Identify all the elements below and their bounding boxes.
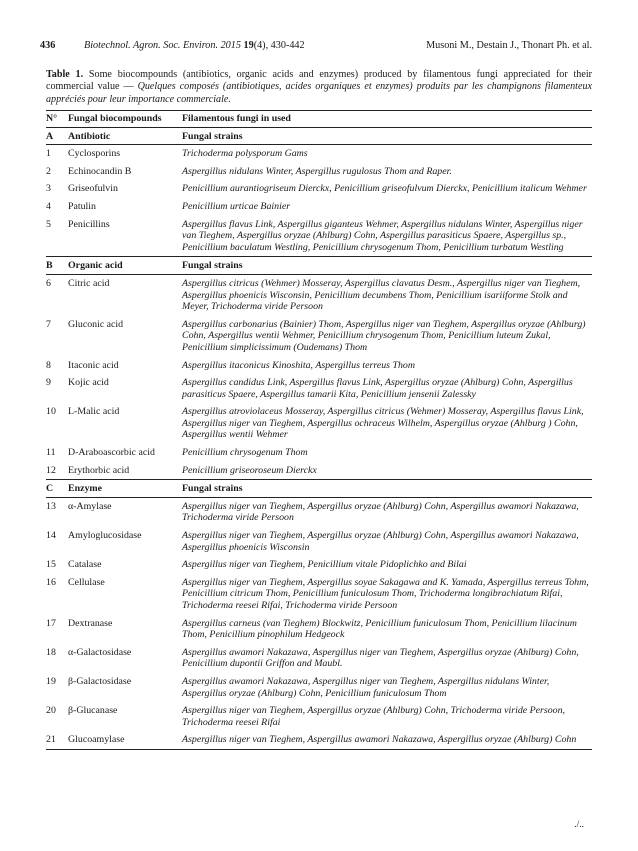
fungal-strains: Aspergillus niger van Tieghem, Aspergillus oryzae (Ahlburg) Cohn, Aspergillus awamori Nakazawa, Trichoderma viride Persoon <box>182 500 579 524</box>
fungal-strains: Trichoderma polysporum Gams <box>182 148 308 160</box>
header-compounds: Fungal biocompounds <box>68 111 182 128</box>
row-number: 21 <box>46 731 68 749</box>
table-row <box>46 374 592 403</box>
fungal-strains: Penicillium chrysogenum Thom <box>182 447 308 459</box>
section-name: Antibiotic <box>68 127 182 145</box>
journal-issue-pages: (4), 430-442 <box>253 40 305 51</box>
compound-name: Amyloglucosidase <box>68 530 142 542</box>
section-header-row <box>46 127 592 145</box>
caption-label: Table 1. <box>46 69 84 80</box>
fungal-strains: Penicillium griseoroseum Dierckx <box>182 464 317 476</box>
fungal-strains: Aspergillus flavus Link, Aspergillus giganteus Wehmer, Aspergillus nidulans Winter, Aspergillus niger van Tieghem, Aspergillus oryzae (Ahlburg) Cohn, Aspergillus parasiticus Spaere, Aspergillus sp., Penicillium baculatum Westling, Penicillium chrysogenum Thom, Penicillium turbatum Westling <box>182 218 583 253</box>
table-row <box>46 403 592 444</box>
row-number: 12 <box>46 464 56 476</box>
row-number: 20 <box>46 705 56 717</box>
table-row <box>46 316 592 357</box>
table-row <box>46 574 592 615</box>
page-number: 436 <box>40 40 56 51</box>
journal-volume: 19 <box>243 40 254 51</box>
journal-citation <box>84 40 305 51</box>
fungal-strains: Aspergillus citricus (Wehmer) Mosseray, Aspergillus clavatus Desm., Aspergillus niger van Tieghem, Aspergillus phoenicis Wisconsin, Penicillium decumbens Thom, Penicillium isariiforme Stolk and Meyer, Trichoderma viride Persoon <box>182 277 581 313</box>
table-row <box>46 702 592 731</box>
row-number: 7 <box>46 318 51 330</box>
row-number: 19 <box>46 675 56 687</box>
row-number: 14 <box>46 530 56 542</box>
row-number: 13 <box>46 500 56 512</box>
section-name: Enzyme <box>68 480 182 498</box>
row-number: 18 <box>46 646 56 658</box>
fungal-strains: Aspergillus carbonarius (Bainier) Thom, Aspergillus niger van Tieghem, Aspergillus oryzae (Ahlburg) Cohn, Aspergillus wentii Wehmer, Penicillium chrysogenum Thom, Penicillium luteum Zukal, Penicillium simplicissimum (Oudemans) Thom <box>182 318 586 353</box>
section-header-row <box>46 480 592 498</box>
journal-year: 2015 <box>220 40 241 51</box>
header-number: N° <box>46 111 68 128</box>
section-header-row <box>46 257 592 275</box>
running-head <box>40 40 592 54</box>
table-caption <box>46 69 592 106</box>
compound-name: Erythorbic acid <box>68 464 130 476</box>
compound-name: Echinocandin B <box>68 165 132 177</box>
running-authors: Musoni M., Destain J., Thonart Ph. et al. <box>426 40 592 51</box>
row-number: 16 <box>46 576 56 588</box>
compound-name: Itaconic acid <box>68 359 119 371</box>
compound-name: Citric acid <box>68 277 110 289</box>
caption-french: Quelques composés (antibiotiques, acides organiques et enzymes) produits par les champignons filamenteux appréciés pour leur importance commerciale. <box>46 81 592 105</box>
row-number: 1 <box>46 148 51 160</box>
table-row <box>46 527 592 556</box>
fungal-strains: Aspergillus nidulans Winter, Aspergillus rugulosus Thom and Raper. <box>182 165 452 177</box>
table-row <box>46 556 592 574</box>
section-column-label: Fungal strains <box>182 257 592 275</box>
compound-name: Gluconic acid <box>68 318 124 330</box>
compound-name: L-Malic acid <box>68 406 120 418</box>
table-row <box>46 274 592 315</box>
row-number: 3 <box>46 183 51 195</box>
fungal-strains: Aspergillus awamori Nakazawa, Aspergillus niger van Tieghem, Aspergillus oryzae (Ahlburg) Cohn, Penicillium dupontii Griffon and Maubl. <box>182 646 579 670</box>
table-row <box>46 731 592 749</box>
row-number: 17 <box>46 617 56 629</box>
compound-name: Griseofulvin <box>68 183 118 195</box>
compound-name: Kojic acid <box>68 377 109 389</box>
table-row <box>46 180 592 198</box>
fungal-strains: Aspergillus niger van Tieghem, Aspergillus soyae Sakagawa and K. Yamada, Aspergillus terreus Tohm, Penicillium citricum Thom, Penicillium funiculosum Thom, Trichoderma longibrachiatum Rifai, Trichoderma reesei Rifai, Trichoderma viride Persoon <box>182 576 589 611</box>
header-fungi: Filamentous fungi in used <box>182 111 592 128</box>
compound-name: β-Galactosidase <box>68 675 132 687</box>
table-row <box>46 198 592 216</box>
section-column-label: Fungal strains <box>182 127 592 145</box>
row-number: 2 <box>46 165 51 177</box>
row-number: 6 <box>46 277 51 289</box>
row-number: 5 <box>46 218 51 230</box>
table-row <box>46 462 592 480</box>
fungal-strains: Aspergillus niger van Tieghem, Penicillium vitale Pidoplichko and Bilai <box>182 559 467 571</box>
table-row <box>46 163 592 181</box>
journal-name: Biotechnol. Agron. Soc. Environ. <box>84 40 219 51</box>
row-number: 9 <box>46 377 51 389</box>
fungal-strains: Aspergillus carneus (van Tieghem) Blockwitz, Penicillium funiculosum Thom, Penicillium lilacinum Thom, Penicillium pinophilum Hedgeock <box>182 617 577 641</box>
section-name: Organic acid <box>68 257 182 275</box>
fungal-strains: Penicillium urticae Bainier <box>182 200 291 212</box>
compound-name: Catalase <box>68 559 102 571</box>
compound-name: Cyclosporins <box>68 148 121 160</box>
row-number: 4 <box>46 200 51 212</box>
fungal-strains: Aspergillus atroviolaceus Mosseray, Aspergillus citricus (Wehmer) Mosseray, Aspergillus flavus Link, Aspergillus niger van Tieghem, Aspergillus ochraceus Wilhelm, Aspergillus oryzae (Ahlburg ) Cohn, Aspergillus wentii Wehmer <box>182 406 584 441</box>
table-body <box>46 127 592 749</box>
compound-name: Penicillins <box>68 218 110 230</box>
section-column-label: Fungal strains <box>182 480 592 498</box>
fungal-strains: Aspergillus niger van Tieghem, Aspergillus oryzae (Ahlburg) Cohn, Aspergillus awamori Nakazawa, Aspergillus phoenicis Wisconsin <box>182 530 579 553</box>
row-number: 10 <box>46 406 56 418</box>
caption-english: Some biocompounds (antibiotics, organic acids and enzymes) produced by filamentous fungi appreciated for their commercial value — <box>46 69 592 93</box>
row-number: 11 <box>46 447 56 459</box>
table-row <box>46 216 592 257</box>
fungal-strains: Aspergillus awamori Nakazawa, Aspergillus niger van Tieghem, Aspergillus nidulans Winter, Aspergillus oryzae (Ahlburg) Cohn, Penicillium funiculosum Thom <box>182 675 550 699</box>
table-row <box>46 145 592 163</box>
continuation-marker: ./.. <box>574 820 584 830</box>
fungal-strains: Aspergillus niger van Tieghem, Aspergillus awamori Nakazawa, Aspergillus oryzae (Ahlburg) Cohn <box>182 731 592 749</box>
compound-name: β-Glucanase <box>68 705 118 717</box>
table-row <box>46 497 592 527</box>
compound-name: Patulin <box>68 200 96 212</box>
table-row <box>46 444 592 462</box>
compound-name: D-Araboascorbic acid <box>68 447 155 459</box>
section-letter: C <box>46 480 68 498</box>
row-number: 8 <box>46 359 51 371</box>
biocompounds-table <box>46 110 592 750</box>
table-row <box>46 357 592 375</box>
fungal-strains: Penicillium aurantiogriseum Dierckx, Penicillium griseofulvum Dierckx, Penicillium italicum Wehmer <box>182 183 587 195</box>
section-letter: A <box>46 127 68 145</box>
compound-name: Dextranase <box>68 617 113 629</box>
table-header-row <box>46 111 592 128</box>
row-number: 15 <box>46 559 56 571</box>
compound-name: Glucoamylase <box>68 731 182 749</box>
fungal-strains: Aspergillus candidus Link, Aspergillus flavus Link, Aspergillus oryzae (Ahlburg) Cohn, Aspergillus parasiticus Spaere, Aspergillus tamarii Kita, Penicillium jensenii Zalessky <box>182 377 573 400</box>
table-row <box>46 673 592 702</box>
fungal-strains: Aspergillus itaconicus Kinoshita, Aspergillus terreus Thom <box>182 359 415 371</box>
fungal-strains: Aspergillus niger van Tieghem, Aspergillus oryzae (Ahlburg) Cohn, Trichoderma viride Persoon, Trichoderma reesei Rifai <box>182 705 565 728</box>
table-row <box>46 615 592 644</box>
compound-name: α-Amylase <box>68 500 112 512</box>
section-letter: B <box>46 257 68 275</box>
compound-name: Cellulase <box>68 576 105 588</box>
compound-name: α-Galactosidase <box>68 646 132 658</box>
table-row <box>46 644 592 673</box>
